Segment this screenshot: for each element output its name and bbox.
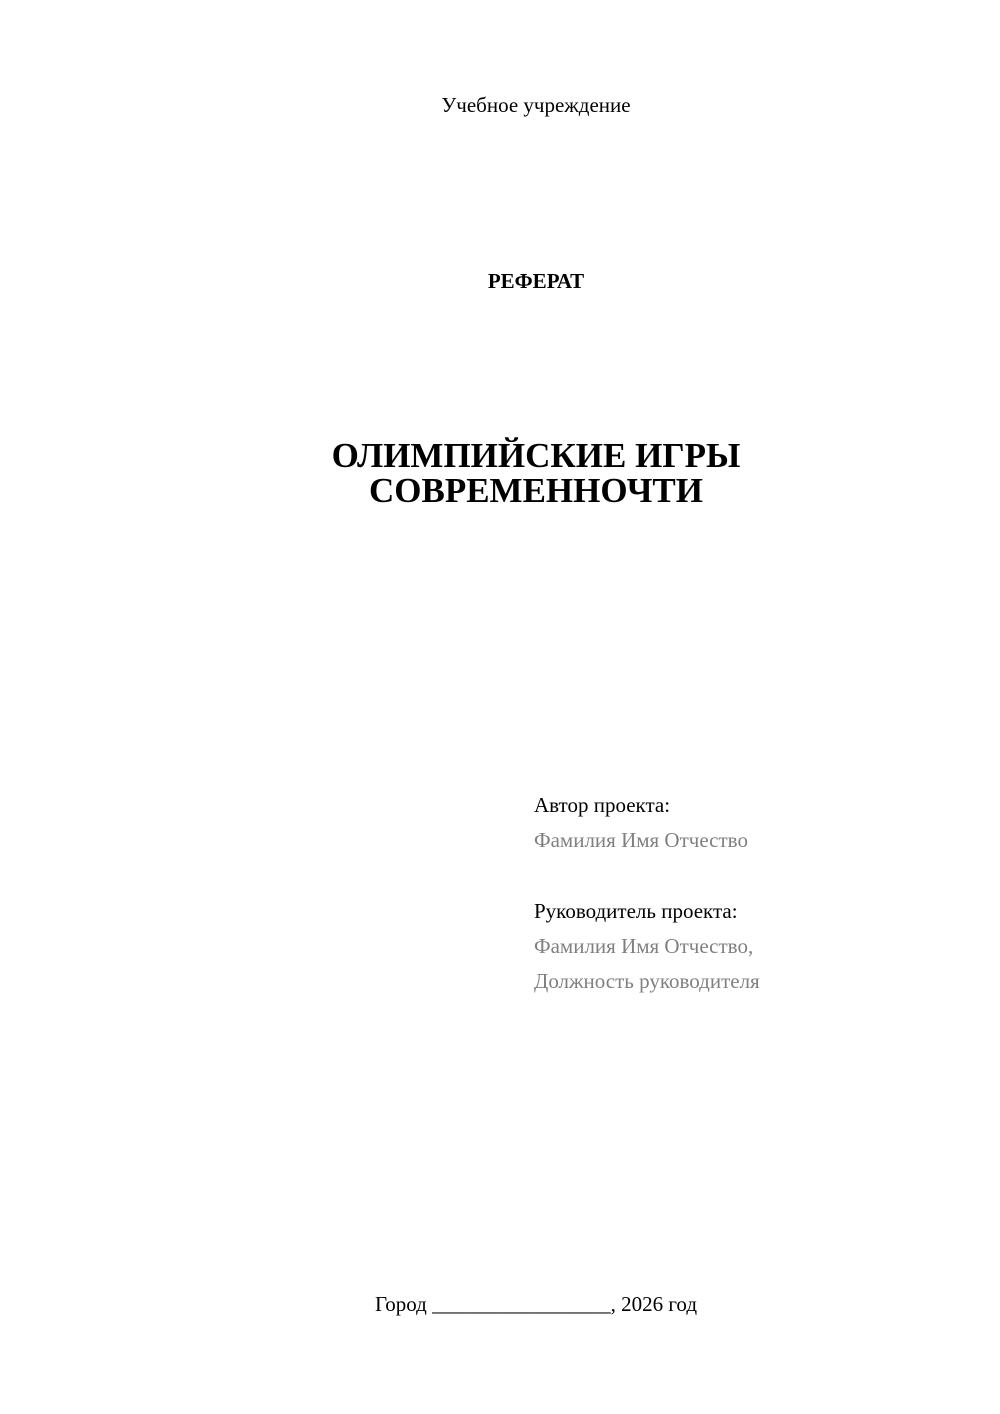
document-title-line-2: СОВРЕМЕННОЧТИ [368,471,703,510]
city-year-line: Город _________________, 2026 год [374,1292,698,1316]
author-name: Фамилия Имя Отчество [534,828,748,852]
credits-block [534,788,760,999]
document-type: РЕФЕРАТ [487,269,585,293]
document-title-line-1: ОЛИМПИЙСКИЕ ИГРЫ [331,436,741,475]
author-label: Автор проекта: [534,793,671,817]
supervisor-position: Должность руководителя [534,969,760,993]
supervisor-label: Руководитель проекта: [534,899,738,923]
supervisor-name: Фамилия Имя Отчество, [534,934,754,958]
document-title [0,438,1000,508]
credits-spacer [534,858,760,894]
institution-name: Учебное учреждение [441,93,631,117]
